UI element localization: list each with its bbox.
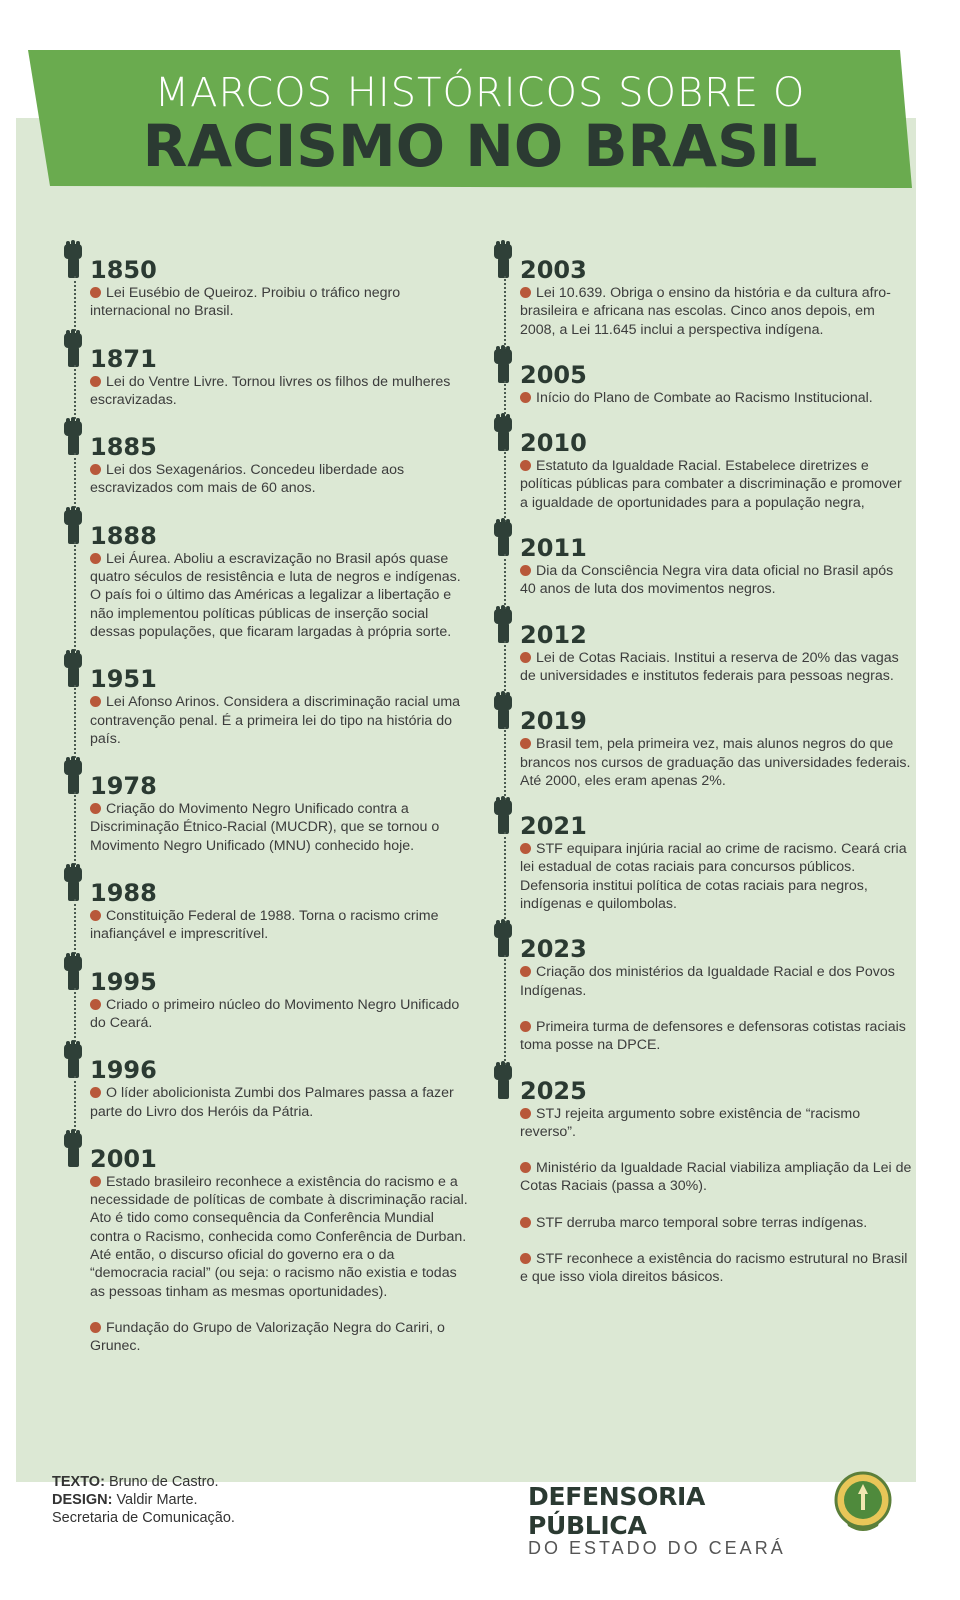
- timeline-year: 2003: [520, 256, 587, 284]
- raised-fist-icon: [62, 952, 84, 992]
- timeline-entry: [492, 1061, 912, 1287]
- raised-fist-icon: [62, 649, 84, 689]
- timeline-connector: [74, 276, 76, 335]
- credit-design-label: DESIGN:: [52, 1492, 113, 1508]
- timeline-year: 2025: [520, 1076, 587, 1105]
- credit-text-label: TEXTO:: [52, 1474, 105, 1490]
- raised-fist-icon: [492, 518, 514, 558]
- bullet-dot: [520, 392, 531, 403]
- timeline-entry: [492, 240, 912, 339]
- timeline-text: Constituição Federal de 1988. Torna o racismo crime inafiançável e imprescritível.: [90, 908, 439, 943]
- timeline-entry: [62, 417, 472, 498]
- page-title: RACISMO NO BRASIL: [142, 112, 818, 180]
- credit-text-value: Bruno de Castro.: [108, 1474, 219, 1490]
- raised-fist-icon: [62, 1129, 84, 1169]
- timeline-text: Criação do Movimento Negro Unificado contra a Discriminação Étnico-Racial (MUCDR), que se tornou o Movimento Negro Unificado (MNU) conhecido hoje.: [90, 801, 440, 854]
- timeline-connector: [504, 955, 506, 1068]
- timeline-year: 2012: [520, 620, 587, 649]
- seal-icon: [832, 1470, 894, 1536]
- timeline-text: Lei Afonso Arinos. Considera a discriminação racial uma contravenção penal. É a primeira lei do tipo na história do país.: [90, 694, 461, 747]
- raised-fist-icon: [62, 240, 84, 280]
- timeline-text: Criação dos ministérios da Igualdade Racial e dos Povos Indígenas.: [520, 964, 895, 999]
- bullet-dot: [90, 999, 101, 1010]
- bullet-dot: [90, 1176, 101, 1187]
- title-banner: [0, 0, 960, 200]
- raised-fist-icon: [62, 863, 84, 903]
- timeline-year: 2005: [520, 360, 587, 389]
- logo-line-1: DEFENSORIA PÚBLICA: [528, 1482, 706, 1540]
- timeline-entry: [62, 863, 472, 944]
- timeline-connector: [74, 988, 76, 1047]
- bullet-dot: [90, 1087, 101, 1098]
- logo: [528, 1482, 818, 1559]
- timeline-entry: [492, 345, 912, 407]
- timeline-text: Lei do Ventre Livre. Tornou livres os filhos de mulheres escravizadas.: [90, 373, 451, 408]
- bullet-dot: [520, 738, 531, 749]
- timeline-year: 2021: [520, 812, 587, 841]
- timeline-text: STF equipara injúria racial ao crime de racismo. Ceará cria lei estadual de cotas raciais para concursos públicos. Defensoria institui política de cotas raciais para negros, indígenas e quilombolas.: [520, 841, 907, 913]
- timeline-text: Lei dos Sexagenários. Concedeu liberdade aos escravizados com mais de 60 anos.: [90, 462, 405, 497]
- title-line-1: MARCOS HISTÓRICOS SOBRE O: [154, 70, 806, 116]
- timeline-entry: [492, 919, 912, 1054]
- timeline-entry: [62, 649, 472, 748]
- timeline-entry: [62, 952, 472, 1033]
- timeline-entry: [62, 1129, 472, 1356]
- timeline-connector: [74, 1076, 76, 1135]
- timeline-connector: [504, 449, 506, 526]
- timeline-text: Início do Plano de Combate ao Racismo Institucional.: [520, 389, 912, 407]
- timeline-entry: [492, 413, 912, 512]
- raised-fist-icon: [492, 1061, 514, 1101]
- timeline-connector: [74, 792, 76, 869]
- bullet-dot: [520, 1217, 531, 1228]
- bullet-dot: [520, 287, 531, 298]
- bullet-dot: [520, 652, 531, 663]
- raised-fist-icon: [492, 691, 514, 731]
- timeline-entry: [492, 518, 912, 599]
- timeline-year: 2023: [520, 935, 587, 964]
- timeline-text: Dia da Consciência Negra vira data oficial no Brasil após 40 anos de luta dos movimentos negros.: [520, 563, 894, 598]
- timeline-year: 1850: [90, 256, 157, 284]
- raised-fist-icon: [492, 605, 514, 645]
- timeline-connector: [504, 276, 506, 353]
- timeline-text: Brasil tem, pela primeira vez, mais alunos negros do que brancos nos cursos de graduação das universidades federais. Até 2000, eles eram apenas 2%.: [520, 736, 911, 789]
- bullet-dot: [520, 1108, 531, 1119]
- timeline-text: Lei Eusébio de Queiroz. Proibiu o tráfico negro internacional no Brasil.: [90, 285, 401, 320]
- timeline-connector: [74, 453, 76, 512]
- timeline-connector: [74, 899, 76, 958]
- timeline-left: [62, 240, 472, 1356]
- timeline-connector: [74, 685, 76, 762]
- timeline-entry: [492, 796, 912, 913]
- timeline-text: Primeira turma de defensores e defensoras cotistas raciais toma posse na DPCE.: [520, 1018, 906, 1054]
- timeline-text: Lei de Cotas Raciais. Institui a reserva de 20% das vagas de universidades e institutos federais para pessoas negras.: [520, 649, 899, 684]
- timeline-text: Lei Áurea. Aboliu a escravização no Brasil após quase quatro séculos de resistência e luta de negros e indígenas. O país foi o último das Américas a legalizar a libertação e não implementou políticas públicas de inserção social dessas populações, que ficaram largadas à própria sorte.: [90, 550, 461, 640]
- timeline-text: STF reconhece a existência do racismo estrutural no Brasil e que isso viola direitos básicos.: [520, 1251, 908, 1286]
- timeline-year: 2011: [520, 534, 587, 563]
- raised-fist-icon: [62, 417, 84, 457]
- timeline-connector: [504, 832, 506, 927]
- bullet-dot: [90, 910, 101, 921]
- timeline-text: Ministério da Igualdade Racial viabiliza ampliação da Lei de Cotas Raciais (passa a 30%).: [520, 1160, 912, 1195]
- raised-fist-icon: [492, 413, 514, 453]
- timeline-connector: [504, 727, 506, 804]
- bullet-dot: [90, 376, 101, 387]
- raised-fist-icon: [62, 506, 84, 546]
- timeline-year: 2019: [520, 707, 587, 736]
- timeline-text: Criado o primeiro núcleo do Movimento Negro Unificado do Ceará.: [90, 996, 460, 1031]
- timeline-connector: [74, 542, 76, 655]
- timeline-text: Estatuto da Igualdade Racial. Estabelece diretrizes e políticas públicas para combater a discriminação e promover a igualdade de oportunidades para a população negra,: [520, 458, 902, 511]
- timeline-text: STJ rejeita argumento sobre existência de “racismo reverso”.: [520, 1105, 861, 1140]
- timeline-year: 1951: [90, 665, 157, 694]
- timeline-year: 1988: [90, 879, 157, 908]
- timeline-year: 1978: [90, 772, 157, 801]
- bullet-dot: [90, 1322, 101, 1333]
- bullet-dot: [520, 966, 531, 977]
- bullet-dot: [520, 843, 531, 854]
- bullet-dot: [520, 460, 531, 471]
- timeline-text: STF derruba marco temporal sobre terras indígenas.: [520, 1214, 912, 1232]
- timeline-year: 1995: [90, 967, 157, 996]
- bullet-dot: [520, 1021, 531, 1032]
- bullet-dot: [520, 1253, 531, 1264]
- credits: [52, 1473, 235, 1527]
- raised-fist-icon: [492, 345, 514, 385]
- timeline-year: 1885: [90, 433, 157, 462]
- timeline-right: [492, 240, 912, 1287]
- bullet-dot: [520, 565, 531, 576]
- bullet-dot: [90, 287, 101, 298]
- timeline-year: 1888: [90, 521, 157, 550]
- bullet-dot: [520, 1162, 531, 1173]
- timeline-year: 1871: [90, 344, 157, 373]
- bullet-dot: [90, 696, 101, 707]
- timeline-year: 1996: [90, 1056, 157, 1085]
- logo-line-2: DO ESTADO DO CEARÁ: [528, 1538, 786, 1558]
- timeline-entry: [62, 329, 472, 410]
- bullet-dot: [90, 553, 101, 564]
- timeline-text: Fundação do Grupo de Valorização Negra do Cariri, o Grunec.: [90, 1319, 445, 1355]
- raised-fist-icon: [62, 1040, 84, 1080]
- raised-fist-icon: [62, 329, 84, 369]
- credit-design-value: Valdir Marte.: [116, 1492, 198, 1508]
- raised-fist-icon: [492, 919, 514, 959]
- timeline-connector: [74, 365, 76, 424]
- credit-department: Secretaria de Comunicação.: [52, 1510, 235, 1526]
- timeline-entry: [62, 506, 472, 641]
- timeline-text: Lei 10.639. Obriga o ensino da história e da cultura afro-brasileira e africana nas escolas. Cinco anos depois, em 2008, a Lei 11.645 inclui a perspectiva indígena.: [520, 285, 891, 338]
- timeline-text: O líder abolicionista Zumbi dos Palmares passa a fazer parte do Livro dos Heróis da Pátria.: [90, 1085, 454, 1120]
- raised-fist-icon: [492, 796, 514, 836]
- timeline-entry: [492, 605, 912, 686]
- timeline-entry: [62, 1040, 472, 1121]
- bullet-dot: [90, 803, 101, 814]
- raised-fist-icon: [492, 240, 514, 280]
- timeline-entry: [62, 756, 472, 855]
- timeline-year: 2001: [90, 1144, 157, 1173]
- timeline-entry: [62, 240, 472, 321]
- timeline-entry: [492, 691, 912, 790]
- timeline-year: 2010: [520, 429, 587, 458]
- timeline-text: Estado brasileiro reconhece a existência do racismo e a necessidade de políticas de combate à discriminação racial. Ato é tido como consequência da Conferência Mundial contra o Racismo, conhecida como Conferência de Durban. Até então, o discurso oficial do governo era o da “democracia racial” (ou seja: o racismo não existia e todas as pessoas tinham as mesmas oportunidades).: [90, 1173, 468, 1300]
- raised-fist-icon: [62, 756, 84, 796]
- bullet-dot: [90, 464, 101, 475]
